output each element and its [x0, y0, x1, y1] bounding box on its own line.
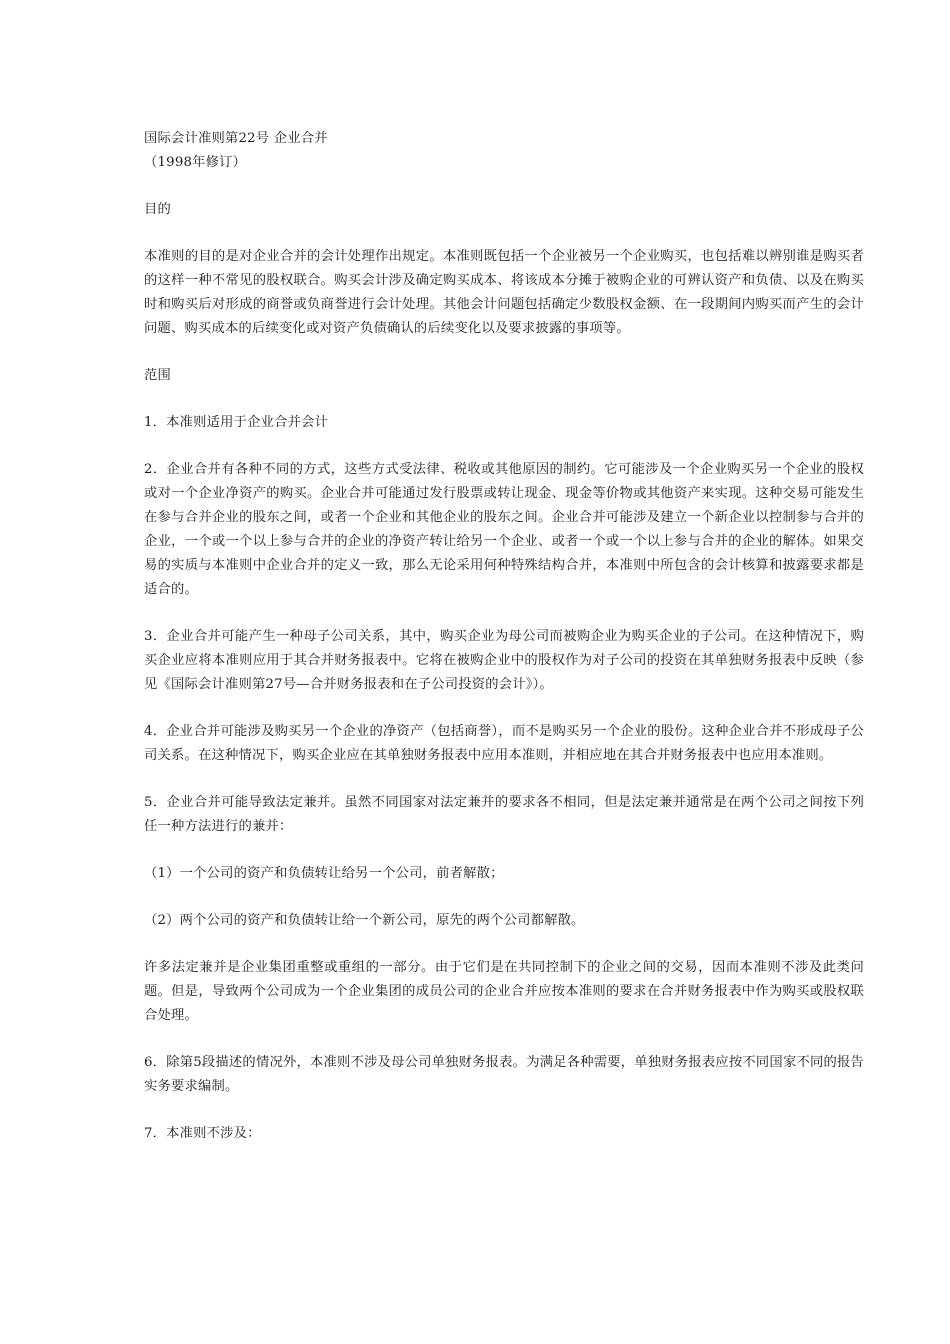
heading-objective: 目的	[144, 202, 171, 217]
document-title: 国际会计准则第22号 企业合并	[144, 131, 328, 146]
objective-paragraph: 本准则的目的是对企业合并的会计处理作出规定。本准则既包括一个企业被另一个企业购买，也包括难以辨别谁是购买者的这样一种不常见的股权联合。购买会计涉及确定购买成本、将该成本分摊于被购企业的可辨认资产和负债、以及在购买时和购买后对形成的商誉或负商誉进行会计处理。其他会计问题包括确定少数股权金额、在一段期间内购买而产生的会计问题、购买成本的后续变化或对资产负债确认的后续变化以及要求披露的事项等。	[144, 249, 864, 336]
document-body	[144, 127, 864, 1169]
paragraph-merger-note: 许多法定兼并是企业集团重整或重组的一部分。由于它们是在共同控制下的企业之间的交易，因而本准则不涉及此类问题。但是，导致两个公司成为一个企业集团的成员公司的企业合并应按本准则的要求在合并财务报表中作为购买或股权联合处理。	[144, 960, 864, 1023]
paragraph-2: 2．企业合并有各种不同的方式，这些方式受法律、税收或其他原因的制约。它可能涉及一个企业购买另一个企业的股权或对一个企业净资产的购买。企业合并可能通过发行股票或转让现金、现金等价物或其他资产来实现。这种交易可能发生在参与合并企业的股东之间，或者一个企业和其他企业的股东之间。企业合并可能涉及建立一个新企业以控制参与合并的企业，一个或一个以上参与合并的企业的净资产转让给另一个企业、或者一个或一个以上参与合并的企业的解体。如果交易的实质与本准则中企业合并的定义一致，那么无论采用何种特殊结构合并，本准则中所包含的会计核算和披露要求都是适合的。	[144, 462, 864, 597]
heading-scope: 范围	[144, 368, 171, 383]
paragraph-1: 1．本准则适用于企业合并会计	[144, 415, 329, 430]
paragraph-7: 7．本准则不涉及：	[144, 1126, 261, 1141]
paragraph-6: 6．除第5段描述的情况外，本准则不涉及母公司单独财务报表。为满足各种需要，单独财务报表应按不同国家不同的报告实务要求编制。	[144, 1055, 864, 1094]
paragraph-3: 3．企业合并可能产生一种母子公司关系，其中，购买企业为母公司而被购企业为购买企业的子公司。在这种情况下，购买企业应将本准则应用于其合并财务报表中。它将在被购企业中的股权作为对子公司的投资在其单独财务报表中反映（参见《国际会计准则第27号—合并财务报表和在子公司投资的会计》）。	[144, 629, 864, 692]
revision-note: （1998年修订）	[144, 155, 247, 170]
title-block	[144, 127, 864, 175]
list-item-1: （1）一个公司的资产和负债转让给另一个公司，前者解散；	[144, 866, 504, 881]
paragraph-4: 4．企业合并可能涉及购买另一个企业的净资产（包括商誉），而不是购买另一个企业的股份。这种企业合并不形成母子公司关系。在这种情况下，购买企业应在其单独财务报表中应用本准则，并相应地在其合并财务报表中也应用本准则。	[144, 724, 864, 763]
paragraph-5: 5．企业合并可能导致法定兼并。虽然不同国家对法定兼并的要求各不相同，但是法定兼并通常是在两个公司之间按下列任一种方法进行的兼并：	[144, 795, 864, 834]
list-item-2: （2）两个公司的资产和负债转让给一个新公司，原先的两个公司都解散。	[144, 913, 585, 928]
